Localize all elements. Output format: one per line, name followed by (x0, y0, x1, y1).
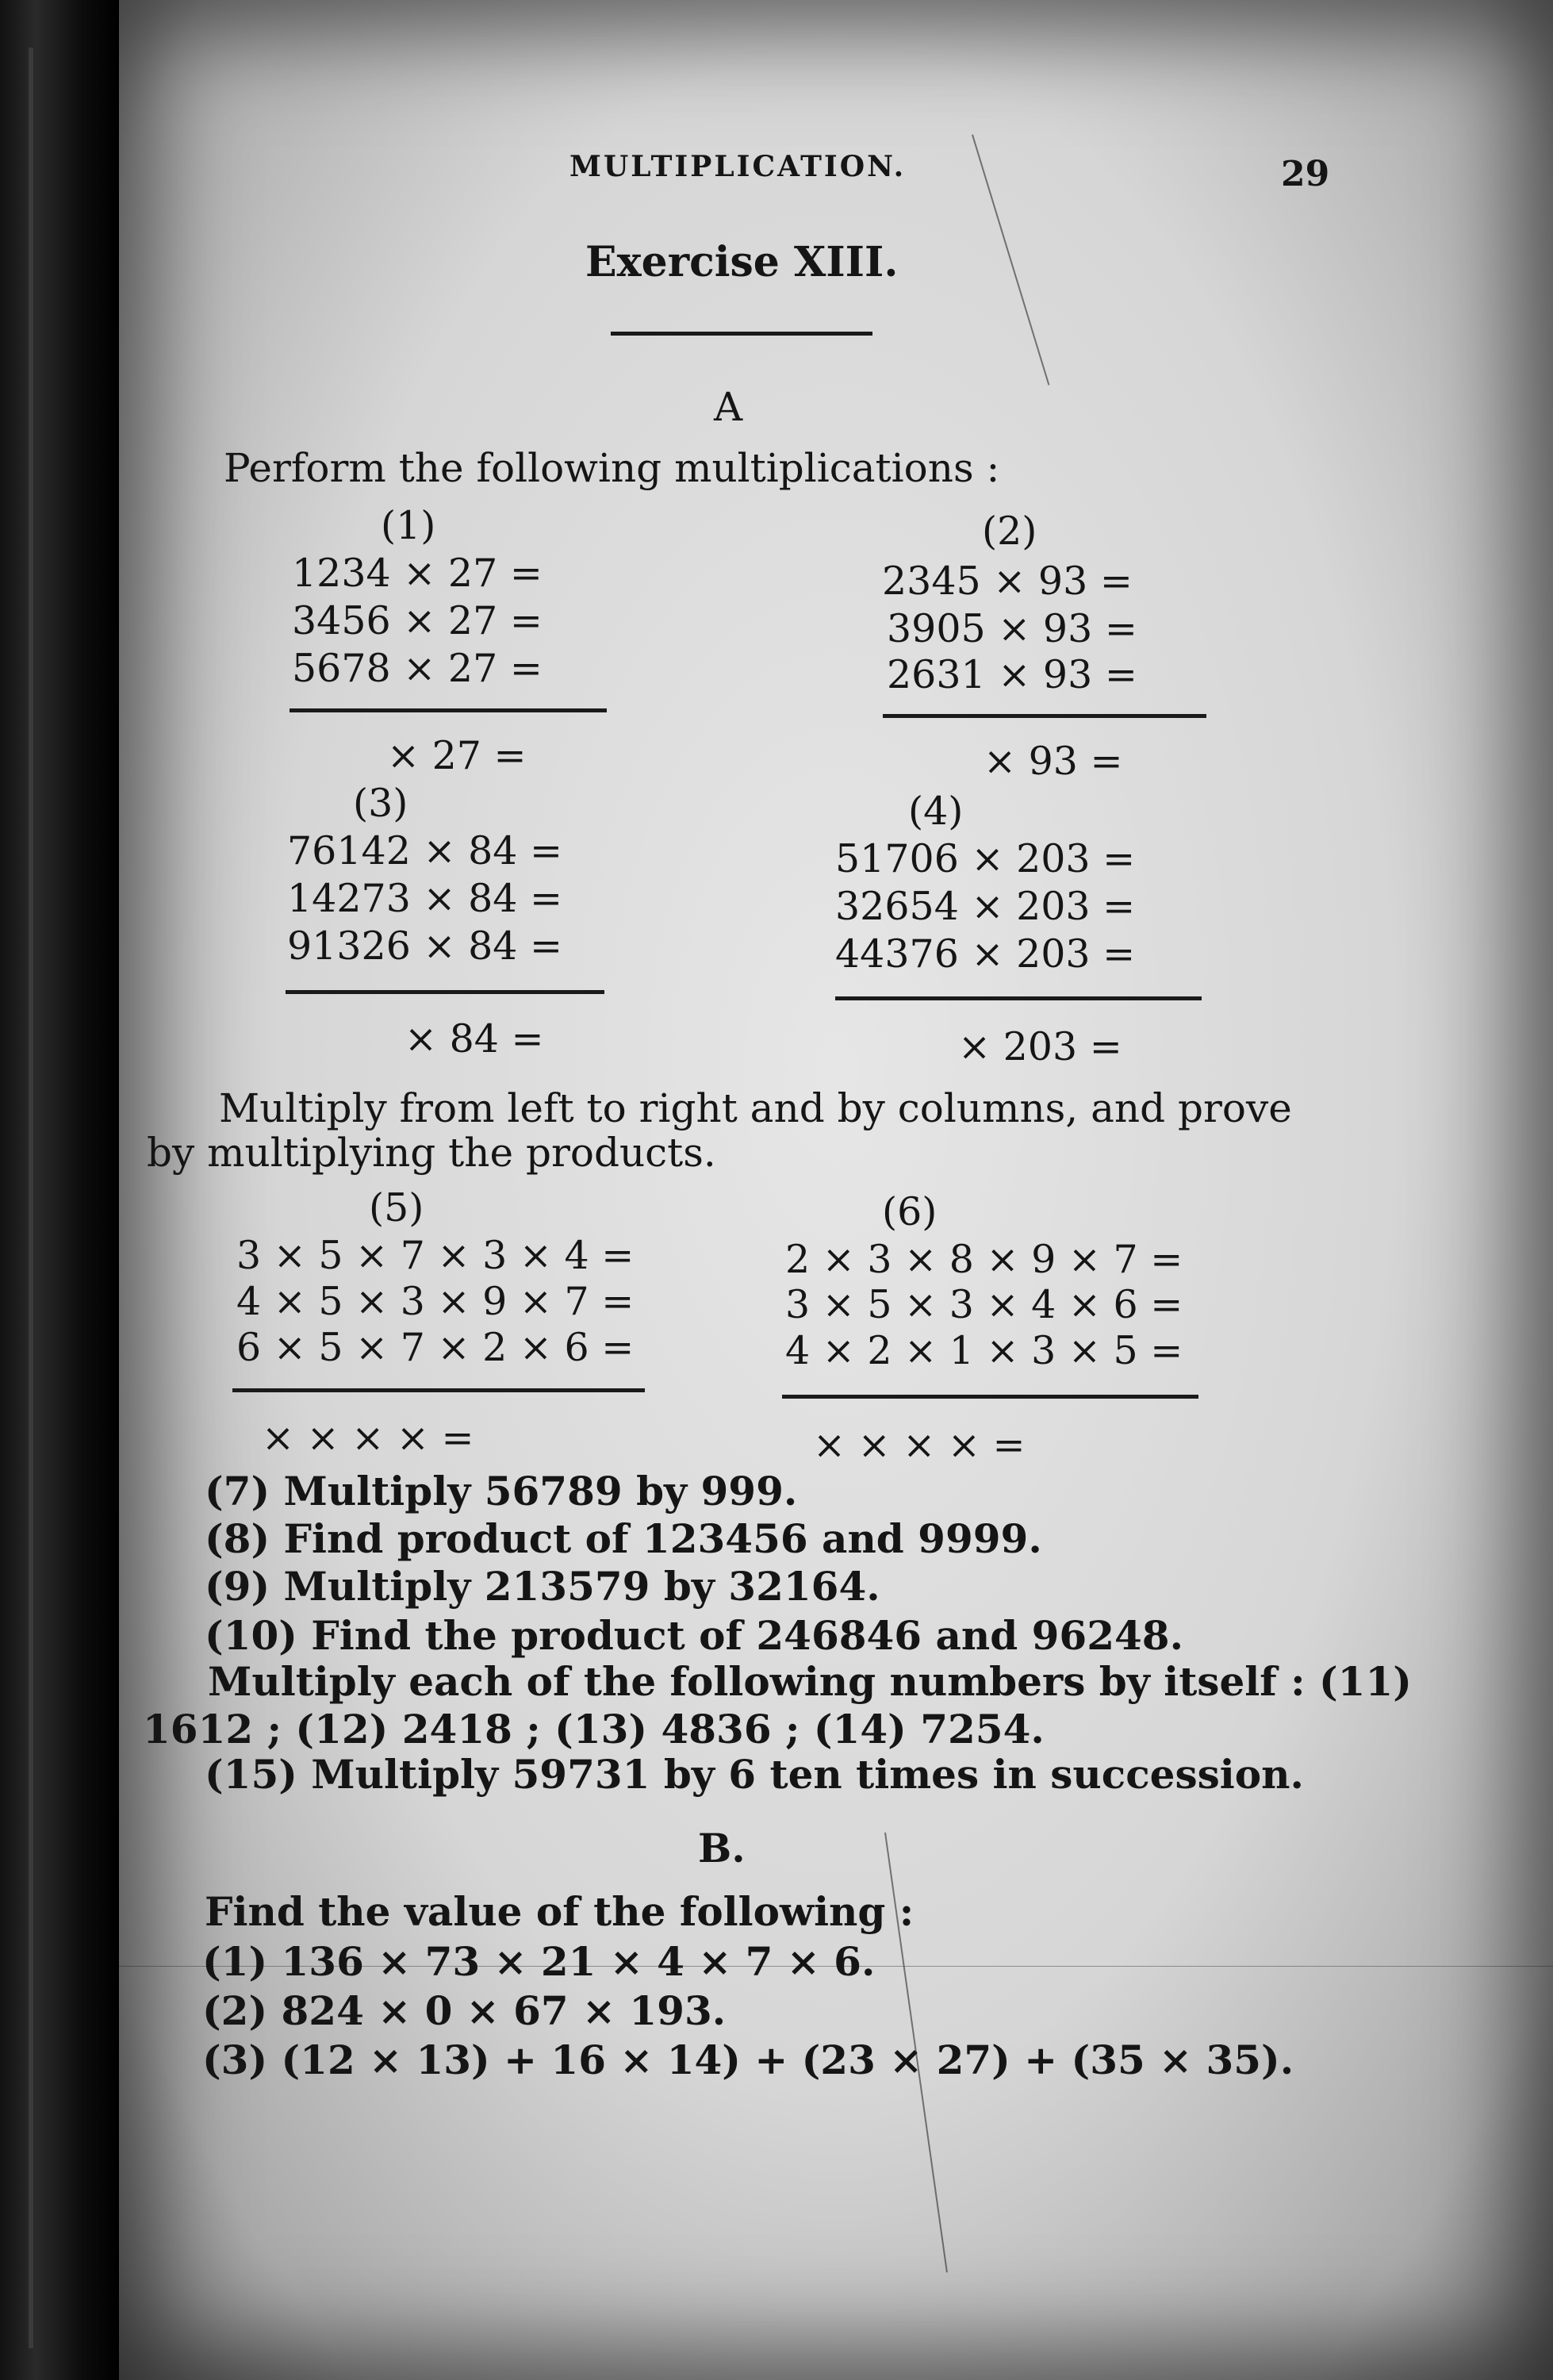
problem-label: (4) (908, 789, 964, 834)
problem-total: × 203 = (958, 1024, 1122, 1069)
problem-line: 51706 × 203 = (835, 836, 1136, 881)
problem-line: 3905 × 93 = (887, 606, 1137, 651)
section-b-heading: B. (698, 1825, 746, 1871)
sum-rule (290, 708, 607, 712)
problem-line: 3456 × 27 = (292, 598, 543, 643)
problem-line: 5678 × 27 = (292, 646, 543, 691)
self-multiply-line-2: 1612 ; (12) 2418 ; (13) 4836 ; (14) 7254. (143, 1706, 1045, 1752)
problem-line: 3 × 5 × 7 × 3 × 4 = (236, 1233, 635, 1278)
problem-total: × 27 = (387, 733, 527, 778)
problem-label: (5) (369, 1185, 424, 1230)
sum-rule (835, 996, 1202, 1000)
problem-line: 44376 × 203 = (835, 931, 1136, 977)
problem-line: 2345 × 93 = (882, 559, 1133, 604)
sum-rule (286, 990, 604, 994)
problem-label: (6) (882, 1189, 938, 1234)
problem-label: (1) (381, 503, 436, 548)
problem-total: × × × × = (813, 1422, 1026, 1468)
section-b-item: (3) (12 × 13) + 16 × 14) + (23 × 27) + (35 × 35). (202, 2036, 1294, 2083)
problem-line: 2631 × 93 = (887, 652, 1137, 697)
question-9: (9) Multiply 213579 by 32164. (205, 1563, 880, 1610)
instruction-2-line-1: Multiply from left to right and by columns, and prove (219, 1085, 1292, 1131)
section-b-item: (2) 824 × 0 × 67 × 193. (202, 1987, 727, 2034)
problem-line: 4 × 2 × 1 × 3 × 5 = (785, 1328, 1183, 1373)
instruction-2-line-2: by multiplying the products. (147, 1130, 716, 1176)
section-a-heading: A (714, 384, 743, 430)
problem-line: 91326 × 84 = (287, 923, 563, 969)
problem-line: 32654 × 203 = (835, 884, 1136, 929)
exercise-title: Exercise XIII. (585, 238, 899, 286)
problem-label: (2) (982, 509, 1037, 554)
problem-line: 6 × 5 × 7 × 2 × 6 = (236, 1325, 635, 1370)
problem-line: 1234 × 27 = (292, 551, 543, 596)
problem-label: (3) (353, 781, 408, 826)
section-b-instruction: Find the value of the following : (205, 1888, 915, 1935)
problem-total: × × × × = (262, 1415, 474, 1461)
question-15: (15) Multiply 59731 by 6 ten times in succession. (205, 1751, 1304, 1798)
problem-line: 3 × 5 × 3 × 4 × 6 = (785, 1282, 1183, 1327)
section-a-instruction: Perform the following multiplications : (224, 445, 1000, 491)
problem-line: 2 × 3 × 8 × 9 × 7 = (785, 1237, 1183, 1282)
problem-line: 76142 × 84 = (287, 828, 563, 873)
question-10: (10) Find the product of 246846 and 96248. (205, 1612, 1183, 1659)
problem-line: 4 × 5 × 3 × 9 × 7 = (236, 1279, 635, 1324)
title-rule (611, 332, 872, 336)
section-b-item: (1) 136 × 73 × 21 × 4 × 7 × 6. (202, 1938, 876, 1985)
question-8: (8) Find product of 123456 and 9999. (205, 1515, 1042, 1562)
page-number: 29 (1281, 154, 1330, 194)
sum-rule (782, 1395, 1198, 1399)
self-multiply-line-1: Multiply each of the following numbers by itself : (11) (208, 1658, 1412, 1705)
problem-line: 14273 × 84 = (287, 876, 563, 921)
sum-rule (883, 714, 1206, 718)
page-fold-line (29, 48, 33, 2348)
problem-total: × 93 = (984, 739, 1123, 784)
scan-scratch (972, 134, 1049, 385)
book-spine-edge (0, 0, 119, 2380)
problem-total: × 84 = (405, 1016, 544, 1061)
question-7: (7) Multiply 56789 by 999. (205, 1468, 798, 1514)
sum-rule (232, 1388, 645, 1392)
running-title: MULTIPLICATION. (569, 150, 907, 183)
